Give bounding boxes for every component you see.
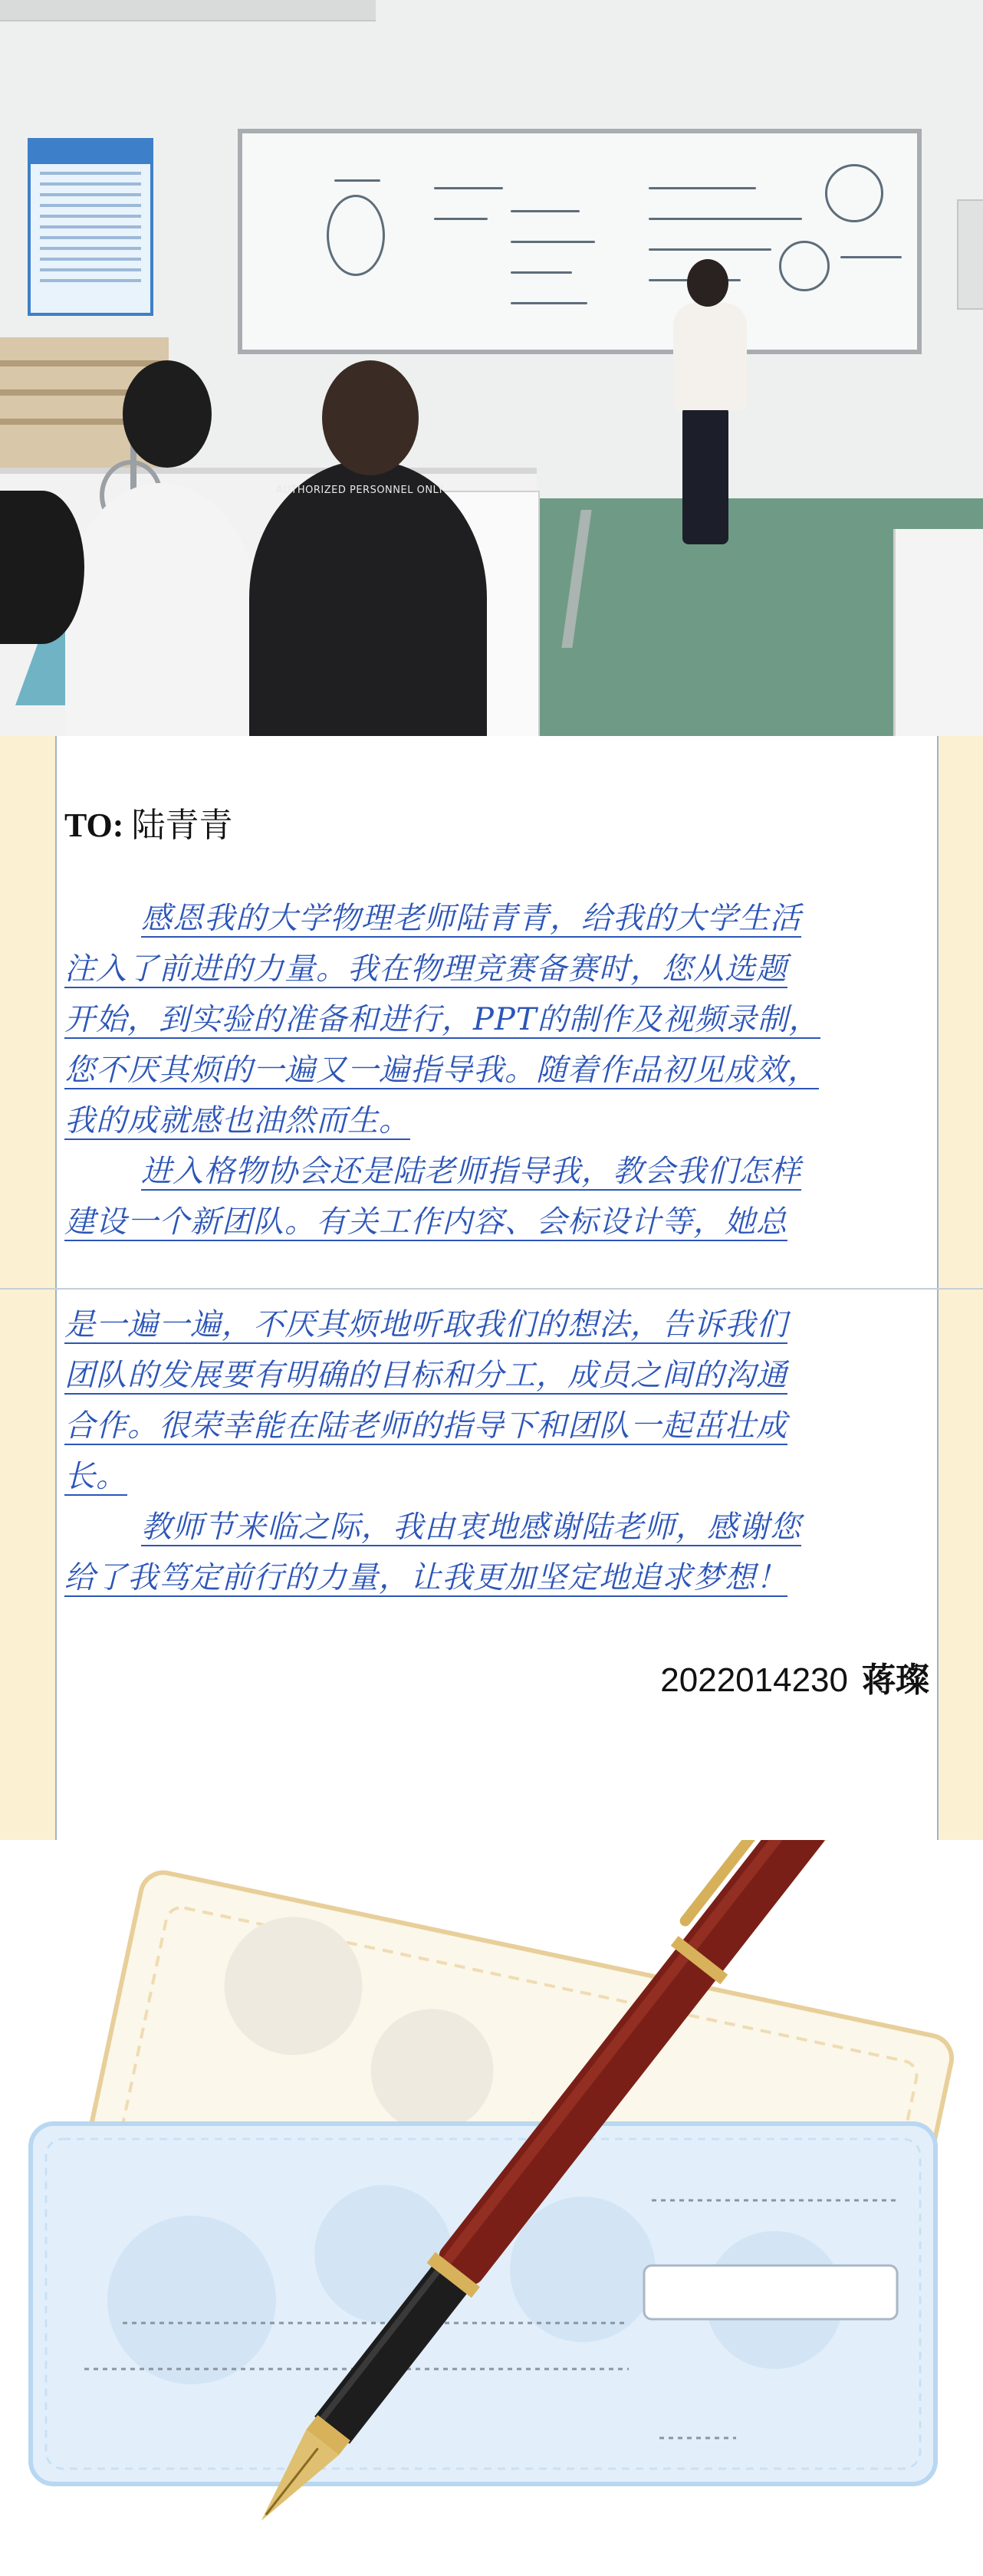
classroom-photo: [0, 0, 983, 736]
paragraph-4: [64, 1502, 916, 1603]
para2-line: 建设一个新团队。有关工作内容、会标设计等，她总: [64, 1204, 787, 1240]
para1-line: 感恩我的大学物理老师陆青青，给我的大学生活: [141, 901, 801, 936]
para1-line: 注入了前进的力量。我在物理竞赛备赛时，您从选题: [64, 951, 787, 987]
paragraph-2: [64, 1146, 916, 1247]
teacher-head: [687, 259, 728, 307]
para1-line: 开始，到实验的准备和进行，PPT的制作及视频录制，: [64, 1002, 820, 1037]
para3-line: 合作。很荣幸能在陆老师的指导下和团队一起茁壮成: [64, 1408, 787, 1444]
para2-line: 进入格物协会还是陆老师指导我，教会我们怎样: [141, 1154, 801, 1189]
paragraph-3: [64, 1300, 916, 1502]
para3-line: 长。: [64, 1459, 127, 1494]
tshirt-text: AUTHORIZED PERSONNEL ONLY: [276, 485, 445, 496]
page-divider: [0, 1288, 983, 1290]
student-head: [123, 360, 212, 468]
para3-line: 是一遍一遍，不厌其烦地听取我们的想法，告诉我们: [64, 1307, 787, 1342]
para1-line: 您不厌其烦的一遍又一遍指导我。随着作品初见成效，: [64, 1053, 819, 1088]
para1-line: 我的成就感也油然而生。: [64, 1103, 410, 1138]
wall-panel: [957, 199, 983, 310]
paragraph-1: [64, 893, 916, 1146]
lab-bench-right: [893, 529, 983, 736]
para3-line: 团队的发展要有明确的目标和分工，成员之间的沟通: [64, 1358, 787, 1393]
student-name: 蒋璨: [862, 1661, 929, 1700]
teacher-legs: [682, 406, 728, 544]
greeting: [64, 797, 232, 846]
student-white-shirt: [65, 483, 257, 736]
student-head-3: [0, 491, 84, 644]
front-card: [31, 2124, 935, 2484]
teacher: [673, 303, 747, 410]
thank-you-letter: [0, 736, 983, 1840]
lab-safety-poster: [28, 138, 153, 316]
ceiling-lamp: [0, 0, 376, 21]
student-id: 2022014230: [660, 1661, 848, 1699]
greeting-prefix: TO:: [64, 807, 124, 844]
para4-line: 教师节来临之际，我由衷地感谢陆老师，感谢您: [141, 1510, 801, 1545]
pen-card-svg: [0, 1840, 983, 2576]
student-head-2: [322, 360, 419, 475]
whiteboard: [238, 129, 922, 354]
student-black-shirt: [249, 460, 487, 736]
signature: [660, 1652, 929, 1701]
para4-line: 给了我笃定前行的力量，让我更加坚定地追求梦想！: [64, 1560, 787, 1595]
greeting-name: 陆青青: [131, 807, 233, 844]
pen-and-card-illustration: [0, 1840, 983, 2576]
